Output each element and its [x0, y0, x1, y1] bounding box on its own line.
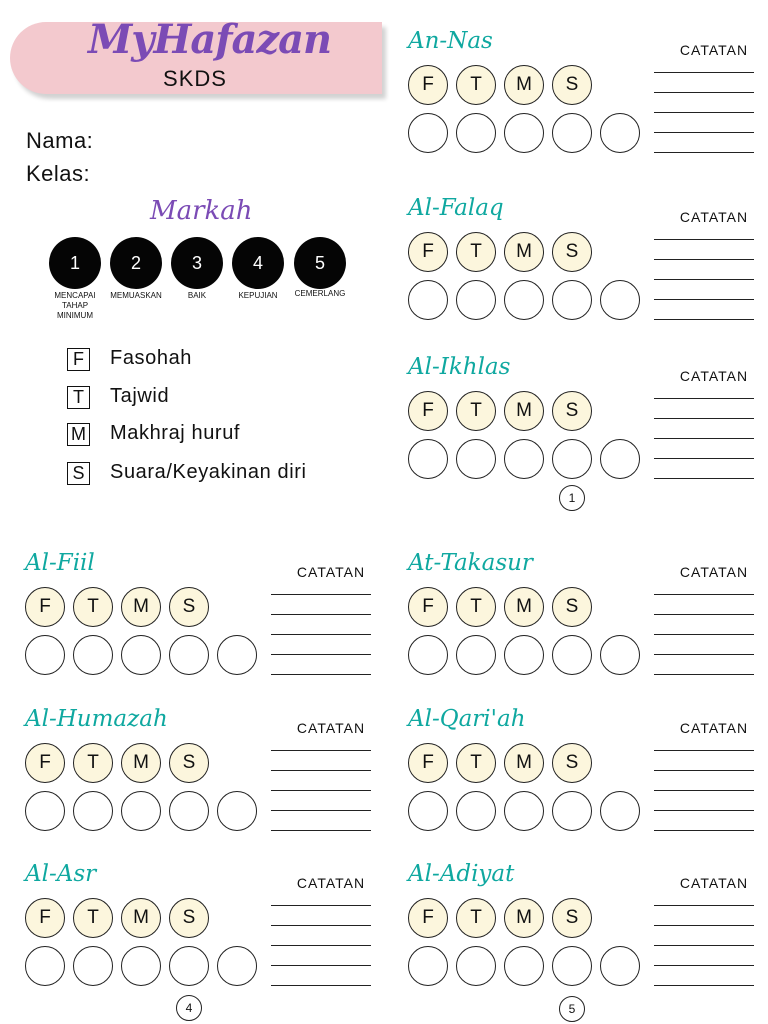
- app-subtitle: SKDS: [163, 66, 227, 91]
- criteria-s[interactable]: S: [552, 232, 592, 272]
- criteria-t[interactable]: T: [456, 587, 496, 627]
- blank-row: [408, 791, 640, 831]
- legend-label-makhraj: Makhraj huruf: [110, 422, 241, 444]
- criteria-f[interactable]: F: [408, 898, 448, 938]
- blank-circle[interactable]: [600, 113, 640, 153]
- note-line[interactable]: [271, 810, 371, 811]
- blank-circle[interactable]: [73, 791, 113, 831]
- blank-circle[interactable]: [25, 946, 65, 986]
- blank-circle[interactable]: [600, 635, 640, 675]
- blank-row: [25, 946, 257, 986]
- surah-title: Al-Falaq: [408, 195, 504, 221]
- note-line[interactable]: [654, 905, 754, 906]
- blank-circle[interactable]: [552, 439, 592, 479]
- criteria-m[interactable]: M: [504, 587, 544, 627]
- blank-circle[interactable]: [169, 946, 209, 986]
- note-line[interactable]: [654, 259, 754, 260]
- note-line[interactable]: [654, 478, 754, 479]
- criteria-f[interactable]: F: [25, 898, 65, 938]
- legend-code-f: F: [67, 348, 90, 371]
- blank-circle[interactable]: [600, 946, 640, 986]
- note-line[interactable]: [654, 132, 754, 133]
- note-line[interactable]: [654, 985, 754, 986]
- blank-circle[interactable]: [169, 635, 209, 675]
- blank-circle[interactable]: [408, 946, 448, 986]
- name-label: Nama:: [26, 128, 94, 153]
- legend-label-suara: Suara/Keyakinan diri: [110, 461, 307, 483]
- criteria-row: [408, 587, 592, 627]
- note-line[interactable]: [654, 750, 754, 751]
- score-circle-1: 1: [49, 237, 101, 289]
- catatan-label: CATATAN: [296, 720, 366, 736]
- criteria-m[interactable]: M: [504, 743, 544, 783]
- criteria-t[interactable]: T: [73, 587, 113, 627]
- blank-circle[interactable]: [408, 280, 448, 320]
- note-line[interactable]: [654, 634, 754, 635]
- catatan-label: CATATAN: [679, 564, 749, 580]
- criteria-row: [25, 898, 209, 938]
- blank-circle[interactable]: [408, 635, 448, 675]
- criteria-row: [408, 65, 592, 105]
- note-line[interactable]: [271, 905, 371, 906]
- criteria-f[interactable]: F: [408, 65, 448, 105]
- blank-circle[interactable]: [408, 791, 448, 831]
- blank-circle[interactable]: [504, 946, 544, 986]
- catatan-label: CATATAN: [679, 209, 749, 225]
- criteria-s[interactable]: S: [552, 587, 592, 627]
- score-caption-4: KEPUJIAN: [238, 291, 278, 300]
- note-line[interactable]: [271, 594, 371, 595]
- surah-title: At-Takasur: [408, 550, 533, 576]
- note-line[interactable]: [654, 299, 754, 300]
- criteria-row: [408, 743, 592, 783]
- note-line[interactable]: [654, 925, 754, 926]
- page-number-1: 1: [559, 485, 585, 511]
- surah-card-al-fiil: [25, 550, 385, 690]
- blank-circle[interactable]: [600, 439, 640, 479]
- criteria-s[interactable]: S: [169, 743, 209, 783]
- criteria-t[interactable]: T: [456, 898, 496, 938]
- surah-card-al-asr: [25, 861, 385, 1001]
- criteria-t[interactable]: T: [73, 743, 113, 783]
- catatan-label: CATATAN: [296, 564, 366, 580]
- note-line[interactable]: [271, 614, 371, 615]
- note-line[interactable]: [654, 654, 754, 655]
- blank-circle[interactable]: [456, 946, 496, 986]
- blank-circle[interactable]: [456, 280, 496, 320]
- criteria-s[interactable]: S: [169, 587, 209, 627]
- note-line[interactable]: [654, 398, 754, 399]
- blank-row: [408, 439, 640, 479]
- note-line[interactable]: [271, 945, 371, 946]
- score-circle-2: 2: [110, 237, 162, 289]
- blank-circle[interactable]: [169, 791, 209, 831]
- criteria-f[interactable]: F: [408, 743, 448, 783]
- score-circle-3: 3: [171, 237, 223, 289]
- surah-card-at-takasur: [408, 550, 768, 690]
- note-line[interactable]: [654, 830, 754, 831]
- note-line[interactable]: [271, 654, 371, 655]
- note-line[interactable]: [654, 72, 754, 73]
- note-line[interactable]: [654, 790, 754, 791]
- legend-label-fasohah: Fasohah: [110, 347, 193, 369]
- note-line[interactable]: [271, 830, 371, 831]
- note-line[interactable]: [654, 674, 754, 675]
- catatan-label: CATATAN: [679, 368, 749, 384]
- score-caption-5: CEMERLANG: [294, 289, 346, 298]
- note-line[interactable]: [654, 594, 754, 595]
- blank-circle[interactable]: [25, 635, 65, 675]
- criteria-s[interactable]: S: [552, 898, 592, 938]
- note-line[interactable]: [271, 985, 371, 986]
- blank-circle[interactable]: [552, 113, 592, 153]
- blank-circle[interactable]: [456, 113, 496, 153]
- blank-circle[interactable]: [73, 635, 113, 675]
- score-caption-1: MENCAPAI TAHAP MINIMUM: [54, 291, 96, 320]
- criteria-f[interactable]: F: [408, 391, 448, 431]
- note-line[interactable]: [654, 458, 754, 459]
- criteria-row: [25, 587, 209, 627]
- note-line[interactable]: [654, 152, 754, 153]
- criteria-row: [408, 898, 592, 938]
- catatan-label: CATATAN: [296, 875, 366, 891]
- blank-row: [25, 635, 257, 675]
- criteria-row: [408, 391, 592, 431]
- blank-row: [408, 113, 640, 153]
- surah-title: Al-Ikhlas: [408, 354, 511, 380]
- score-caption-3: BAIK: [187, 291, 207, 300]
- legend-label-tajwid: Tajwid: [110, 385, 170, 407]
- blank-circle[interactable]: [121, 791, 161, 831]
- class-label: Kelas:: [26, 161, 91, 186]
- score-circle-4: 4: [232, 237, 284, 289]
- surah-card-al-ikhlas: [408, 354, 768, 494]
- note-line[interactable]: [654, 92, 754, 93]
- criteria-t[interactable]: T: [456, 65, 496, 105]
- surah-card-an-nas: [408, 28, 768, 168]
- page-number-5: 5: [559, 996, 585, 1022]
- criteria-s[interactable]: S: [552, 391, 592, 431]
- surah-title: Al-Humazah: [25, 706, 168, 732]
- note-line[interactable]: [654, 418, 754, 419]
- note-line[interactable]: [271, 770, 371, 771]
- page-number-4: 4: [176, 995, 202, 1021]
- app-title: MyHafazan: [88, 16, 332, 63]
- surah-card-al-falaq: [408, 195, 768, 335]
- note-line[interactable]: [654, 945, 754, 946]
- note-line[interactable]: [271, 750, 371, 751]
- blank-circle[interactable]: [600, 791, 640, 831]
- criteria-s[interactable]: S: [552, 743, 592, 783]
- note-line[interactable]: [271, 674, 371, 675]
- note-line[interactable]: [654, 810, 754, 811]
- note-line[interactable]: [654, 239, 754, 240]
- surah-title: Al-Qari'ah: [408, 706, 526, 732]
- criteria-s[interactable]: S: [552, 65, 592, 105]
- note-line[interactable]: [654, 112, 754, 113]
- criteria-t[interactable]: T: [456, 743, 496, 783]
- criteria-m[interactable]: M: [504, 65, 544, 105]
- blank-circle[interactable]: [73, 946, 113, 986]
- blank-circle[interactable]: [121, 635, 161, 675]
- note-line[interactable]: [654, 770, 754, 771]
- catatan-label: CATATAN: [679, 42, 749, 58]
- blank-circle[interactable]: [504, 439, 544, 479]
- blank-circle[interactable]: [552, 280, 592, 320]
- note-line[interactable]: [271, 790, 371, 791]
- criteria-s[interactable]: S: [169, 898, 209, 938]
- blank-circle[interactable]: [408, 113, 448, 153]
- blank-circle[interactable]: [504, 113, 544, 153]
- note-line[interactable]: [271, 634, 371, 635]
- note-line[interactable]: [271, 925, 371, 926]
- blank-circle[interactable]: [552, 791, 592, 831]
- blank-row: [25, 791, 257, 831]
- note-line[interactable]: [654, 319, 754, 320]
- note-line[interactable]: [654, 614, 754, 615]
- surah-title: Al-Asr: [25, 861, 97, 887]
- score-caption-2: MEMUASKAN: [110, 291, 162, 300]
- note-line[interactable]: [654, 965, 754, 966]
- criteria-m[interactable]: M: [504, 898, 544, 938]
- criteria-m[interactable]: M: [121, 898, 161, 938]
- surah-title: An-Nas: [408, 28, 493, 54]
- blank-circle[interactable]: [504, 635, 544, 675]
- blank-circle[interactable]: [456, 439, 496, 479]
- surah-card-al-humazah: [25, 706, 385, 846]
- legend-code-m: M: [67, 423, 90, 446]
- blank-circle[interactable]: [25, 791, 65, 831]
- blank-row: [408, 946, 640, 986]
- blank-circle[interactable]: [217, 635, 257, 675]
- criteria-m[interactable]: M: [121, 743, 161, 783]
- criteria-f[interactable]: F: [25, 743, 65, 783]
- blank-circle[interactable]: [552, 635, 592, 675]
- blank-circle[interactable]: [408, 439, 448, 479]
- blank-circle[interactable]: [217, 946, 257, 986]
- criteria-m[interactable]: M: [504, 391, 544, 431]
- legend-code-t: T: [67, 386, 90, 409]
- criteria-m[interactable]: M: [121, 587, 161, 627]
- criteria-t[interactable]: T: [456, 232, 496, 272]
- criteria-f[interactable]: F: [408, 587, 448, 627]
- blank-circle[interactable]: [121, 946, 161, 986]
- blank-circle[interactable]: [504, 280, 544, 320]
- surah-card-al-qariah: [408, 706, 768, 846]
- score-circle-5: 5: [294, 237, 346, 289]
- criteria-row: [25, 743, 209, 783]
- criteria-row: [408, 232, 592, 272]
- legend-code-s: S: [67, 462, 90, 485]
- blank-circle[interactable]: [600, 280, 640, 320]
- criteria-m[interactable]: M: [504, 232, 544, 272]
- surah-title: Al-Adiyat: [408, 861, 515, 887]
- criteria-t[interactable]: T: [73, 898, 113, 938]
- blank-circle[interactable]: [456, 791, 496, 831]
- blank-row: [408, 280, 640, 320]
- catatan-label: CATATAN: [679, 875, 749, 891]
- criteria-f[interactable]: F: [25, 587, 65, 627]
- note-line[interactable]: [271, 965, 371, 966]
- blank-circle[interactable]: [217, 791, 257, 831]
- note-line[interactable]: [654, 279, 754, 280]
- criteria-t[interactable]: T: [456, 391, 496, 431]
- blank-row: [408, 635, 640, 675]
- blank-circle[interactable]: [456, 635, 496, 675]
- catatan-label: CATATAN: [679, 720, 749, 736]
- note-line[interactable]: [654, 438, 754, 439]
- blank-circle[interactable]: [504, 791, 544, 831]
- surah-card-al-adiyat: [408, 861, 768, 1001]
- criteria-f[interactable]: F: [408, 232, 448, 272]
- blank-circle[interactable]: [552, 946, 592, 986]
- markah-title: Markah: [150, 196, 253, 226]
- surah-title: Al-Fiil: [25, 550, 95, 576]
